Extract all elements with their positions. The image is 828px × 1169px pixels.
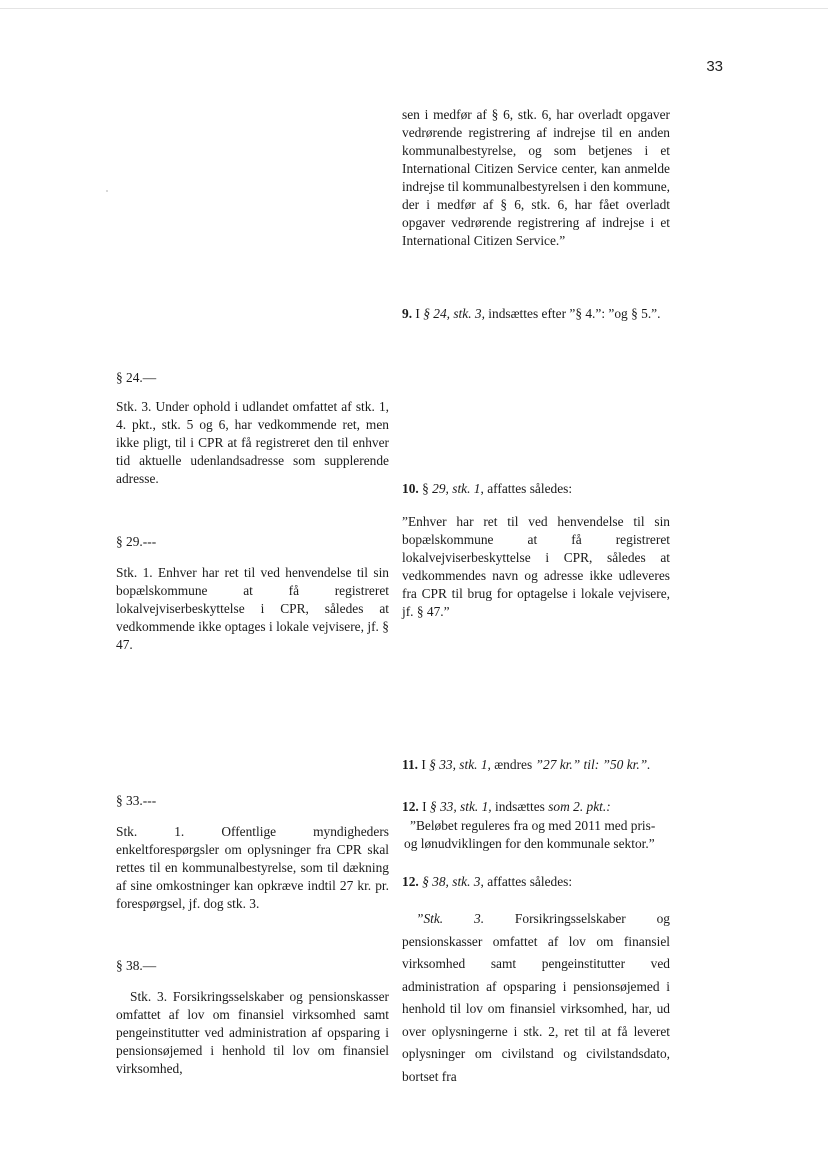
amendment-10: 10. § 29, stk. 1, affattes således: bbox=[402, 481, 573, 496]
section-24-text: Stk. 3. Under ophold i udlandet omfattet af stk. 1, 4. pkt., stk. 5 og 6, har vedkommende ret, men ikke pligt, til i CPR at få registreret den til enhver tid aktuelle udenlandsadresse som supplerende adresse. bbox=[116, 399, 389, 486]
page-number: 33 bbox=[706, 58, 723, 75]
section-29-heading: § 29.--- bbox=[116, 534, 157, 549]
section-33-text: Stk. 1. Offentlige myndigheders enkeltforespørgsler om oplysninger fra CPR skal rettes til en kommunalbestyrelse, som til dækning af sine omkostninger kan opkræve indtil 27 kr. pr. forespørgsel, jf. dog stk. 3. bbox=[116, 824, 389, 911]
section-33-heading: § 33.--- bbox=[116, 793, 157, 808]
amendment-12a: 12. I § 33, stk. 1, indsættes som 2. pkt.: bbox=[402, 799, 611, 814]
amendment-number: 12. bbox=[402, 874, 419, 889]
amendment-12b: 12. § 38, stk. 3, affattes således: bbox=[402, 874, 573, 889]
amendment-reference: 29, stk. 1 bbox=[432, 481, 481, 496]
amendment-reference: § 33, stk. 1, bbox=[429, 757, 491, 772]
amendment-11: 11. I § 33, stk. 1, ændres ”27 kr.” til: ”50 kr.”. bbox=[402, 757, 651, 772]
stk-label: ”Stk. 3. bbox=[416, 911, 485, 926]
continuation-paragraph: sen i medfør af § 6, stk. 6, har overladt opgaver vedrørende registrering af indrejse til en anden kommunalbestyrelse, og som betjenes i et International Citizen Service center, kan anmelde indrejse til kommunalbestyrelsen i den kommune, der i medfør af § 6, stk. 6, har fået overladt opgaver vedrørende registrering af indrejse i et International Citizen Service.” bbox=[402, 107, 670, 248]
amendment-12a-text: ”Beløbet reguleres fra og med 2011 med pris- og lønudviklingen for den kommunale sektor.” bbox=[404, 818, 656, 851]
amendment-number: 9. bbox=[402, 306, 413, 321]
top-rule bbox=[0, 8, 828, 9]
amendment-reference: § 24, stk. 3, bbox=[423, 306, 485, 321]
section-24-heading: § 24.— bbox=[116, 370, 157, 385]
amendment-number: 10. bbox=[402, 481, 419, 496]
section-38-text: Stk. 3. Forsikringsselskaber og pensionskasser omfattet af lov om finansiel virksomhed samt pengeinstitutter ved administration af opsparing i pensionsøjemed i henhold til lov om finansiel virksomhed, bbox=[116, 989, 389, 1076]
amendment-reference: § 33, stk. 1, bbox=[429, 799, 492, 814]
section-29-text: Stk. 1. Enhver har ret til ved henvendelse til sin bopælskommune at få registreret lokalvejviserbeskyttelse i CPR, således at vedkommende ikke optages i lokale vejvisere, jf. § 47. bbox=[116, 565, 389, 652]
amendment-12b-text: ”Stk. 3. Forsikringsselskaber og pensionskasser omfattet af lov om finansiel virksomhed samt pengeinstitutter ved administration af opsparing i pensionsøjemed i henhold til lov om finansiel virksomhed, har, ud over oplysningerne i stk. 2, ret til at få leveret oplysninger om civilstand og civilstandsdato, bortset fra bbox=[402, 911, 671, 1084]
scan-speck bbox=[106, 190, 108, 192]
amendment-9: 9. I § 24, stk. 3, indsættes efter ”§ 4.”: ”og § 5.”. bbox=[402, 306, 661, 321]
section-38-heading: § 38.— bbox=[116, 958, 157, 973]
amendment-10-text: ”Enhver har ret til ved henvendelse til sin bopælskommune at få registreret lokalvejviserbeskyttelse i CPR, således at vedkommendes navn og adresse ikke udleveres fra CPR til brug for optagelse i lokale vejvisere, jf. § 47.” bbox=[402, 514, 670, 619]
amendment-number: 11. bbox=[402, 757, 418, 772]
amendment-reference: § 38, stk. 3 bbox=[422, 874, 481, 889]
amendment-number: 12. bbox=[402, 799, 419, 814]
